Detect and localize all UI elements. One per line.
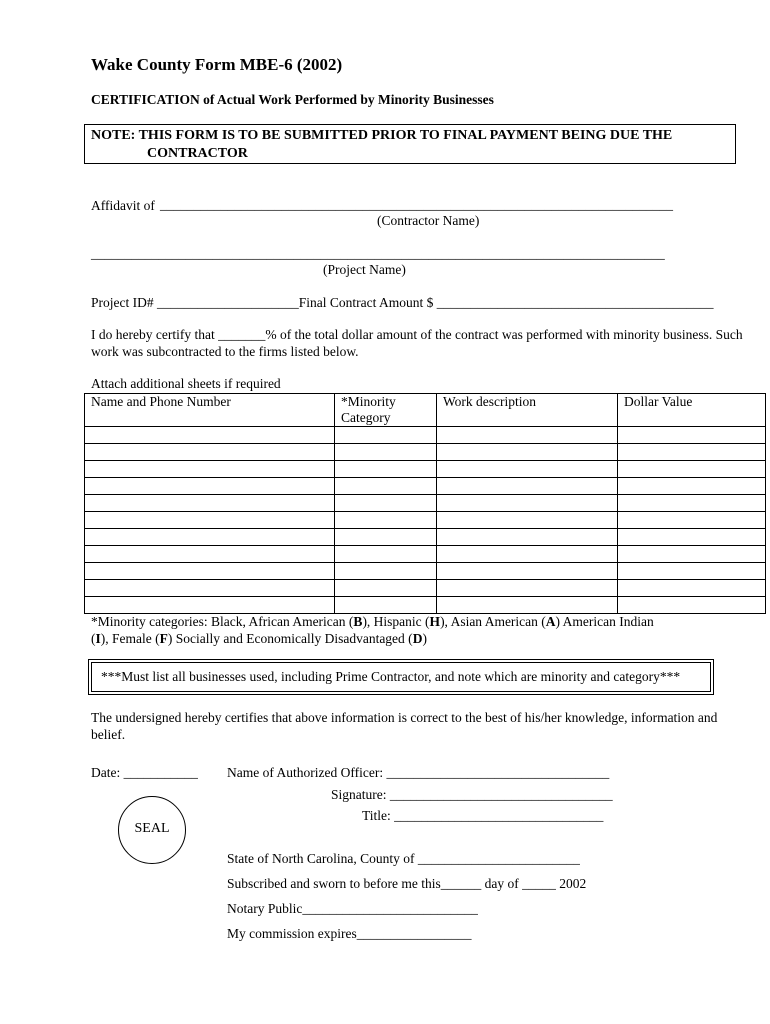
state-county-field[interactable]: State of North Carolina, County of ________________________ [227,851,580,866]
dollar-value-cell[interactable] [618,444,766,461]
table-row [85,546,766,563]
minority-category-cell[interactable] [335,461,437,478]
table-row [85,580,766,597]
dollar-value-cell[interactable] [618,580,766,597]
affidavit-label: Affidavit of [91,198,155,213]
name-phone-cell[interactable] [85,427,335,444]
project-id-contract-amount-line[interactable]: Project ID# _____________________Final Contract Amount $ _________________________________________ [91,295,714,310]
work-description-cell[interactable] [437,546,618,563]
note-line-2: CONTRACTOR [147,146,248,161]
form-subtitle: CERTIFICATION of Actual Work Performed by Minority Businesses [91,92,494,107]
must-list-text: ***Must list all businesses used, including Prime Contractor, and note which are minority and category*** [101,669,681,684]
table-row [85,478,766,495]
table-row [85,529,766,546]
contractor-name-field[interactable]: ____________________________________________________________________________ [160,197,673,212]
cat-code-a: A [545,614,556,629]
table-row [85,444,766,461]
submission-note-box [84,124,736,164]
table-row [85,427,766,444]
dollar-value-cell[interactable] [618,512,766,529]
dollar-value-cell[interactable] [618,427,766,444]
undersigned-line-1: The undersigned hereby certifies that above information is correct to the best of his/her knowledge, information and [91,710,718,725]
dollar-value-cell[interactable] [618,495,766,512]
contractor-name-caption: (Contractor Name) [377,213,480,228]
project-name-field[interactable]: _____________________________________________________________________________________ [91,246,665,261]
work-description-cell[interactable] [437,444,618,461]
must-list-box [91,662,711,692]
name-phone-cell[interactable] [85,512,335,529]
col-name-phone-header: Name and Phone Number [85,394,335,427]
dollar-value-cell[interactable] [618,546,766,563]
col-minority-category-header [335,394,437,427]
name-phone-cell[interactable] [85,563,335,580]
minority-category-cell[interactable] [335,546,437,563]
cat-text-1g: ) American Indian [555,614,654,629]
name-phone-cell[interactable] [85,546,335,563]
attach-sheets-note: Attach additional sheets if required [91,376,281,391]
subcontractor-table [84,393,766,614]
name-phone-cell[interactable] [85,597,335,614]
date-field[interactable]: Date: ___________ [91,765,198,780]
note-line-1: NOTE: THIS FORM IS TO BE SUBMITTED PRIOR TO FINAL PAYMENT BEING DUE THE [91,128,673,143]
minority-category-cell[interactable] [335,563,437,580]
table-row [85,495,766,512]
dollar-value-cell[interactable] [618,461,766,478]
cat-text-1a: *Minority categories: Black, African American ( [91,614,354,629]
form-title: Wake County Form MBE-6 (2002) [91,55,343,74]
cat-code-d: D [412,631,423,646]
name-phone-cell[interactable] [85,580,335,597]
cat-text-1e: ), Asian American ( [440,614,546,629]
minority-categories-line-1 [91,614,654,630]
cat-code-h: H [429,614,441,629]
work-description-cell[interactable] [437,478,618,495]
table-row [85,597,766,614]
commission-expires-field[interactable]: My commission expires_________________ [227,926,472,941]
dollar-value-cell[interactable] [618,563,766,580]
name-phone-cell[interactable] [85,529,335,546]
undersigned-line-2: belief. [91,727,126,742]
minority-category-cell[interactable] [335,512,437,529]
seal-circle [118,796,186,864]
signature-field[interactable]: Signature: _________________________________ [331,787,613,802]
col-dollar-value-header: Dollar Value [618,394,766,427]
dollar-value-cell[interactable] [618,478,766,495]
col-minority-line-2: Category [341,410,391,425]
name-phone-cell[interactable] [85,495,335,512]
cat-text-2a: ( [91,631,96,646]
title-field[interactable]: Title: _______________________________ [362,808,604,823]
project-name-caption: (Project Name) [323,262,406,277]
minority-category-cell[interactable] [335,478,437,495]
cat-text-2e: ) Socially and Economically Disadvantaged ( [167,631,413,646]
certify-line-2: work was subcontracted to the firms listed below. [91,344,359,359]
seal-label: SEAL [134,821,170,836]
minority-category-cell[interactable] [335,427,437,444]
work-description-cell[interactable] [437,580,618,597]
cat-code-f: F [159,631,168,646]
dollar-value-cell[interactable] [618,529,766,546]
sworn-date-field[interactable]: Subscribed and sworn to before me this______ day of _____ 2002 [227,876,587,891]
minority-category-cell[interactable] [335,580,437,597]
work-description-cell[interactable] [437,597,618,614]
certify-line-1: I do hereby certify that _______% of the total dollar amount of the contract was performed with minority business. Such [91,327,743,342]
table-row [85,512,766,529]
minority-categories-line-2 [91,631,427,647]
authorized-officer-field[interactable]: Name of Authorized Officer: _________________________________ [227,765,610,780]
col-minority-line-1: *Minority [341,394,396,409]
work-description-cell[interactable] [437,563,618,580]
cat-text-2g: ) [422,631,427,646]
table-header-row [85,394,766,427]
cat-text-1c: ), Hispanic ( [362,614,430,629]
minority-category-cell[interactable] [335,529,437,546]
minority-category-cell[interactable] [335,495,437,512]
work-description-cell[interactable] [437,512,618,529]
dollar-value-cell[interactable] [618,597,766,614]
minority-category-cell[interactable] [335,444,437,461]
table-row [85,461,766,478]
notary-public-field[interactable]: Notary Public__________________________ [227,901,478,916]
work-description-cell[interactable] [437,495,618,512]
table-row [85,563,766,580]
col-work-description-header: Work description [437,394,618,427]
work-description-cell[interactable] [437,529,618,546]
minority-category-cell[interactable] [335,597,437,614]
name-phone-cell[interactable] [85,478,335,495]
work-description-cell[interactable] [437,461,618,478]
cat-code-b: B [353,614,363,629]
name-phone-cell[interactable] [85,461,335,478]
work-description-cell[interactable] [437,427,618,444]
cat-code-i: I [95,631,101,646]
cat-text-2c: ), Female ( [100,631,160,646]
name-phone-cell[interactable] [85,444,335,461]
